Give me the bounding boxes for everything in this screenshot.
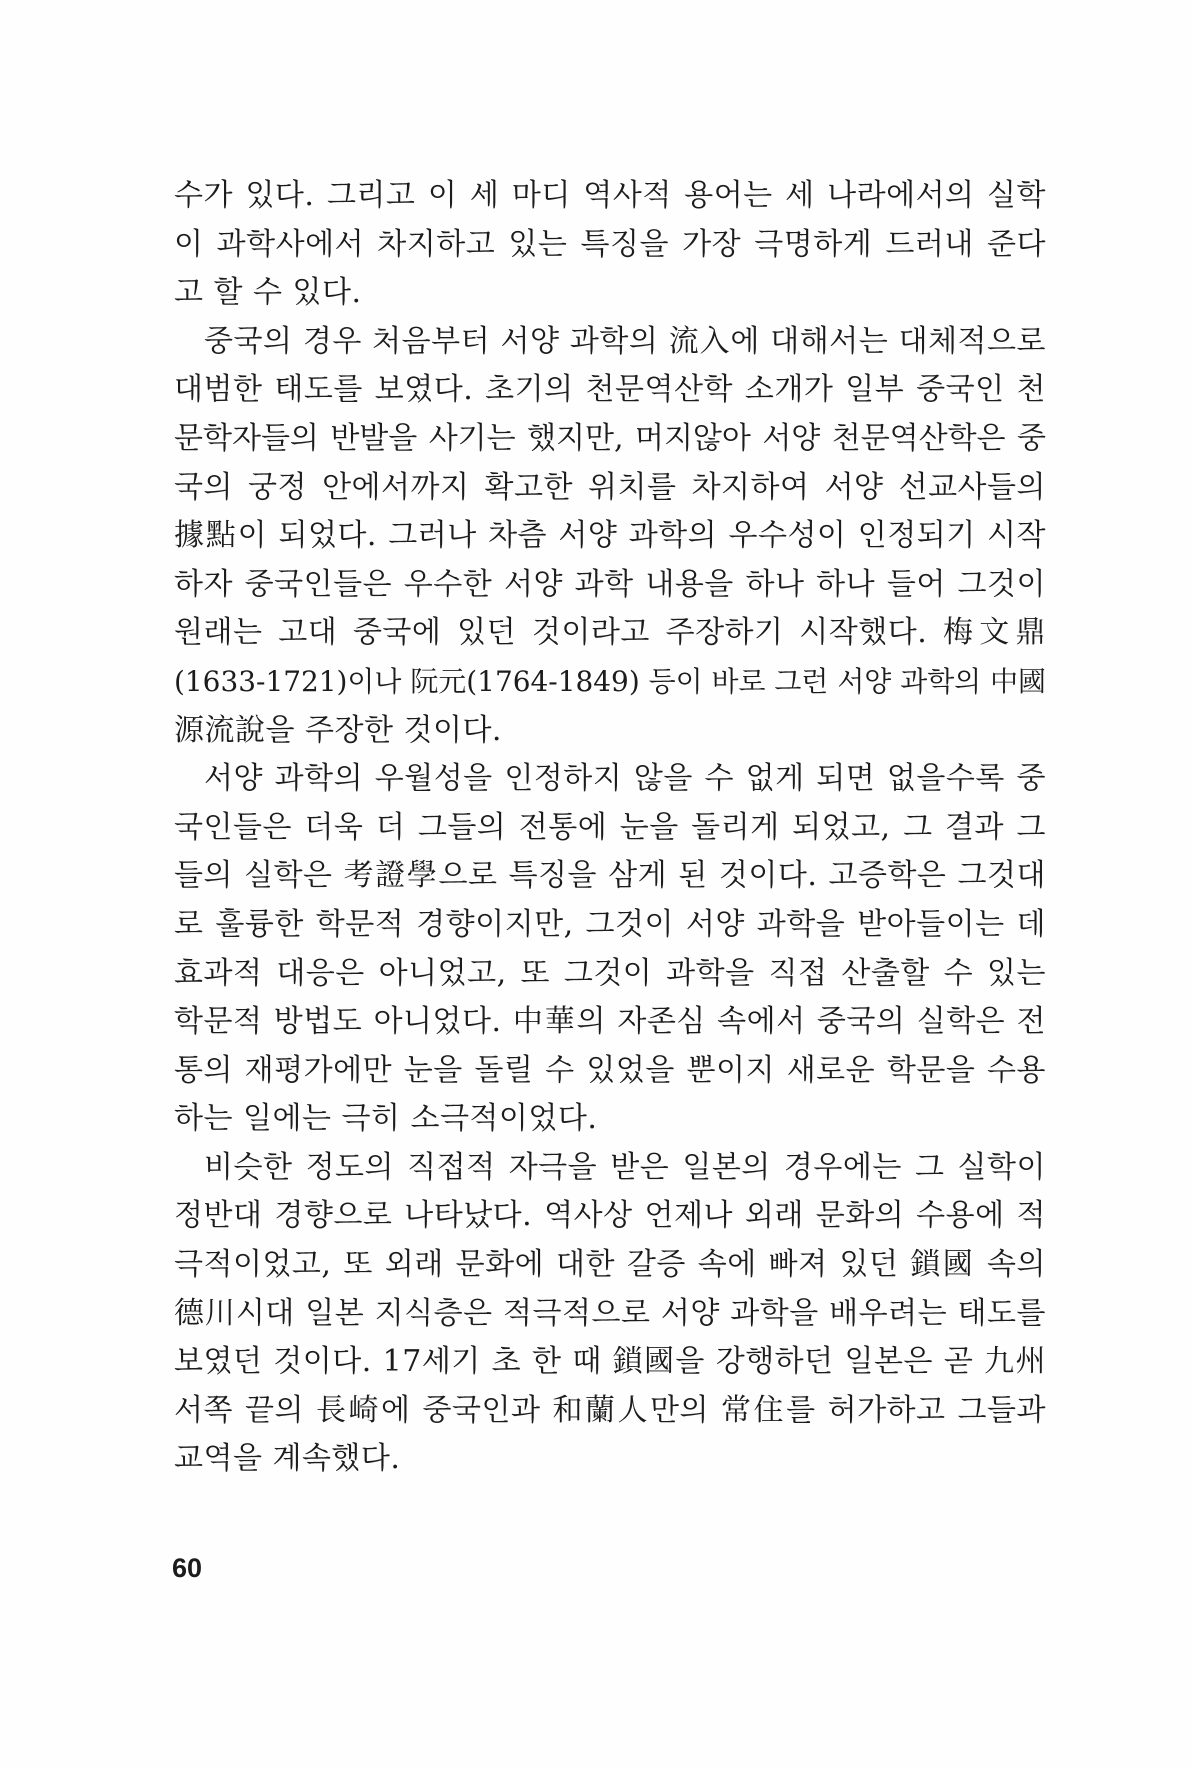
text-line: 源流說을 주장한 것이다. <box>174 712 502 748</box>
text-line: 들의 실학은 考證學으로 특징을 삼게 된 것이다. 고증학은 그것대 <box>174 858 1046 894</box>
text-line: 하는 일에는 극히 소극적이었다. <box>174 1101 598 1137</box>
paragraph <box>174 1144 1046 1484</box>
paragraph <box>174 318 1046 755</box>
text-line: 정반대 경향으로 나타났다. 역사상 언제나 외래 문화의 수용에 적 <box>174 1198 1046 1234</box>
text-line: 극적이었고, 또 외래 문화에 대한 갈증 속에 빠져 있던 鎖國 속의 <box>174 1247 1046 1283</box>
text-line: 중국의 경우 처음부터 서양 과학의 流入에 대해서는 대체적으로 <box>204 323 1046 359</box>
text-line: 서양 과학의 우월성을 인정하지 않을 수 없게 되면 없을수록 중 <box>204 761 1046 797</box>
text-line: 보였던 것이다. 17세기 초 한 때 鎖國을 강행하던 일본은 곧 九州 <box>174 1344 1046 1380</box>
text-line: 고 할 수 있다. <box>174 275 362 311</box>
text-line: (1633-1721)이나 阮元(1764-1849) 등이 바로 그런 서양 과학의 中國 <box>174 664 1046 698</box>
paragraph <box>174 172 1046 318</box>
text-line: 로 훌륭한 학문적 경향이지만, 그것이 서양 과학을 받아들이는 데 <box>174 906 1046 942</box>
text-line: 대범한 태도를 보였다. 초기의 천문역산학 소개가 일부 중국인 천 <box>174 372 1046 408</box>
text-line: 이 과학사에서 차지하고 있는 특징을 가장 극명하게 드러내 준다 <box>174 226 1046 262</box>
text-line: 효과적 대응은 아니었고, 또 그것이 과학을 직접 산출할 수 있는 <box>174 955 1046 991</box>
text-line: 德川시대 일본 지식층은 적극적으로 서양 과학을 배우려는 태도를 <box>174 1295 1046 1331</box>
text-line: 통의 재평가에만 눈을 돌릴 수 있었을 뿐이지 새로운 학문을 수용 <box>174 1052 1046 1088</box>
text-line: 據點이 되었다. 그러나 차츰 서양 과학의 우수성이 인정되기 시작 <box>174 518 1046 554</box>
text-line: 국의 궁정 안에서까지 확고한 위치를 차지하여 서양 선교사들의 <box>174 469 1046 505</box>
text-line: 원래는 고대 중국에 있던 것이라고 주장하기 시작했다. 梅文鼎 <box>174 615 1046 651</box>
text-line: 서쪽 끝의 長崎에 중국인과 和蘭人만의 常住를 허가하고 그들과 <box>174 1392 1046 1428</box>
text-line: 수가 있다. 그리고 이 세 마디 역사적 용어는 세 나라에서의 실학 <box>174 178 1046 213</box>
text-line: 하자 중국인들은 우수한 서양 과학 내용을 하나 하나 들어 그것이 <box>174 566 1046 602</box>
paragraph <box>174 755 1046 1144</box>
text-line: 학문적 방법도 아니었다. 中華의 자존심 속에서 중국의 실학은 전 <box>174 1004 1046 1040</box>
page-number: 60 <box>172 1553 203 1583</box>
body-text <box>174 172 1046 1484</box>
text-line: 문학자들의 반발을 사기는 했지만, 머지않아 서양 천문역산학은 중 <box>174 420 1046 456</box>
text-line: 교역을 계속했다. <box>174 1441 401 1477</box>
text-line: 국인들은 더욱 더 그들의 전통에 눈을 돌리게 되었고, 그 결과 그 <box>174 809 1046 845</box>
text-line: 비슷한 정도의 직접적 자극을 받은 일본의 경우에는 그 실학이 <box>204 1149 1046 1185</box>
